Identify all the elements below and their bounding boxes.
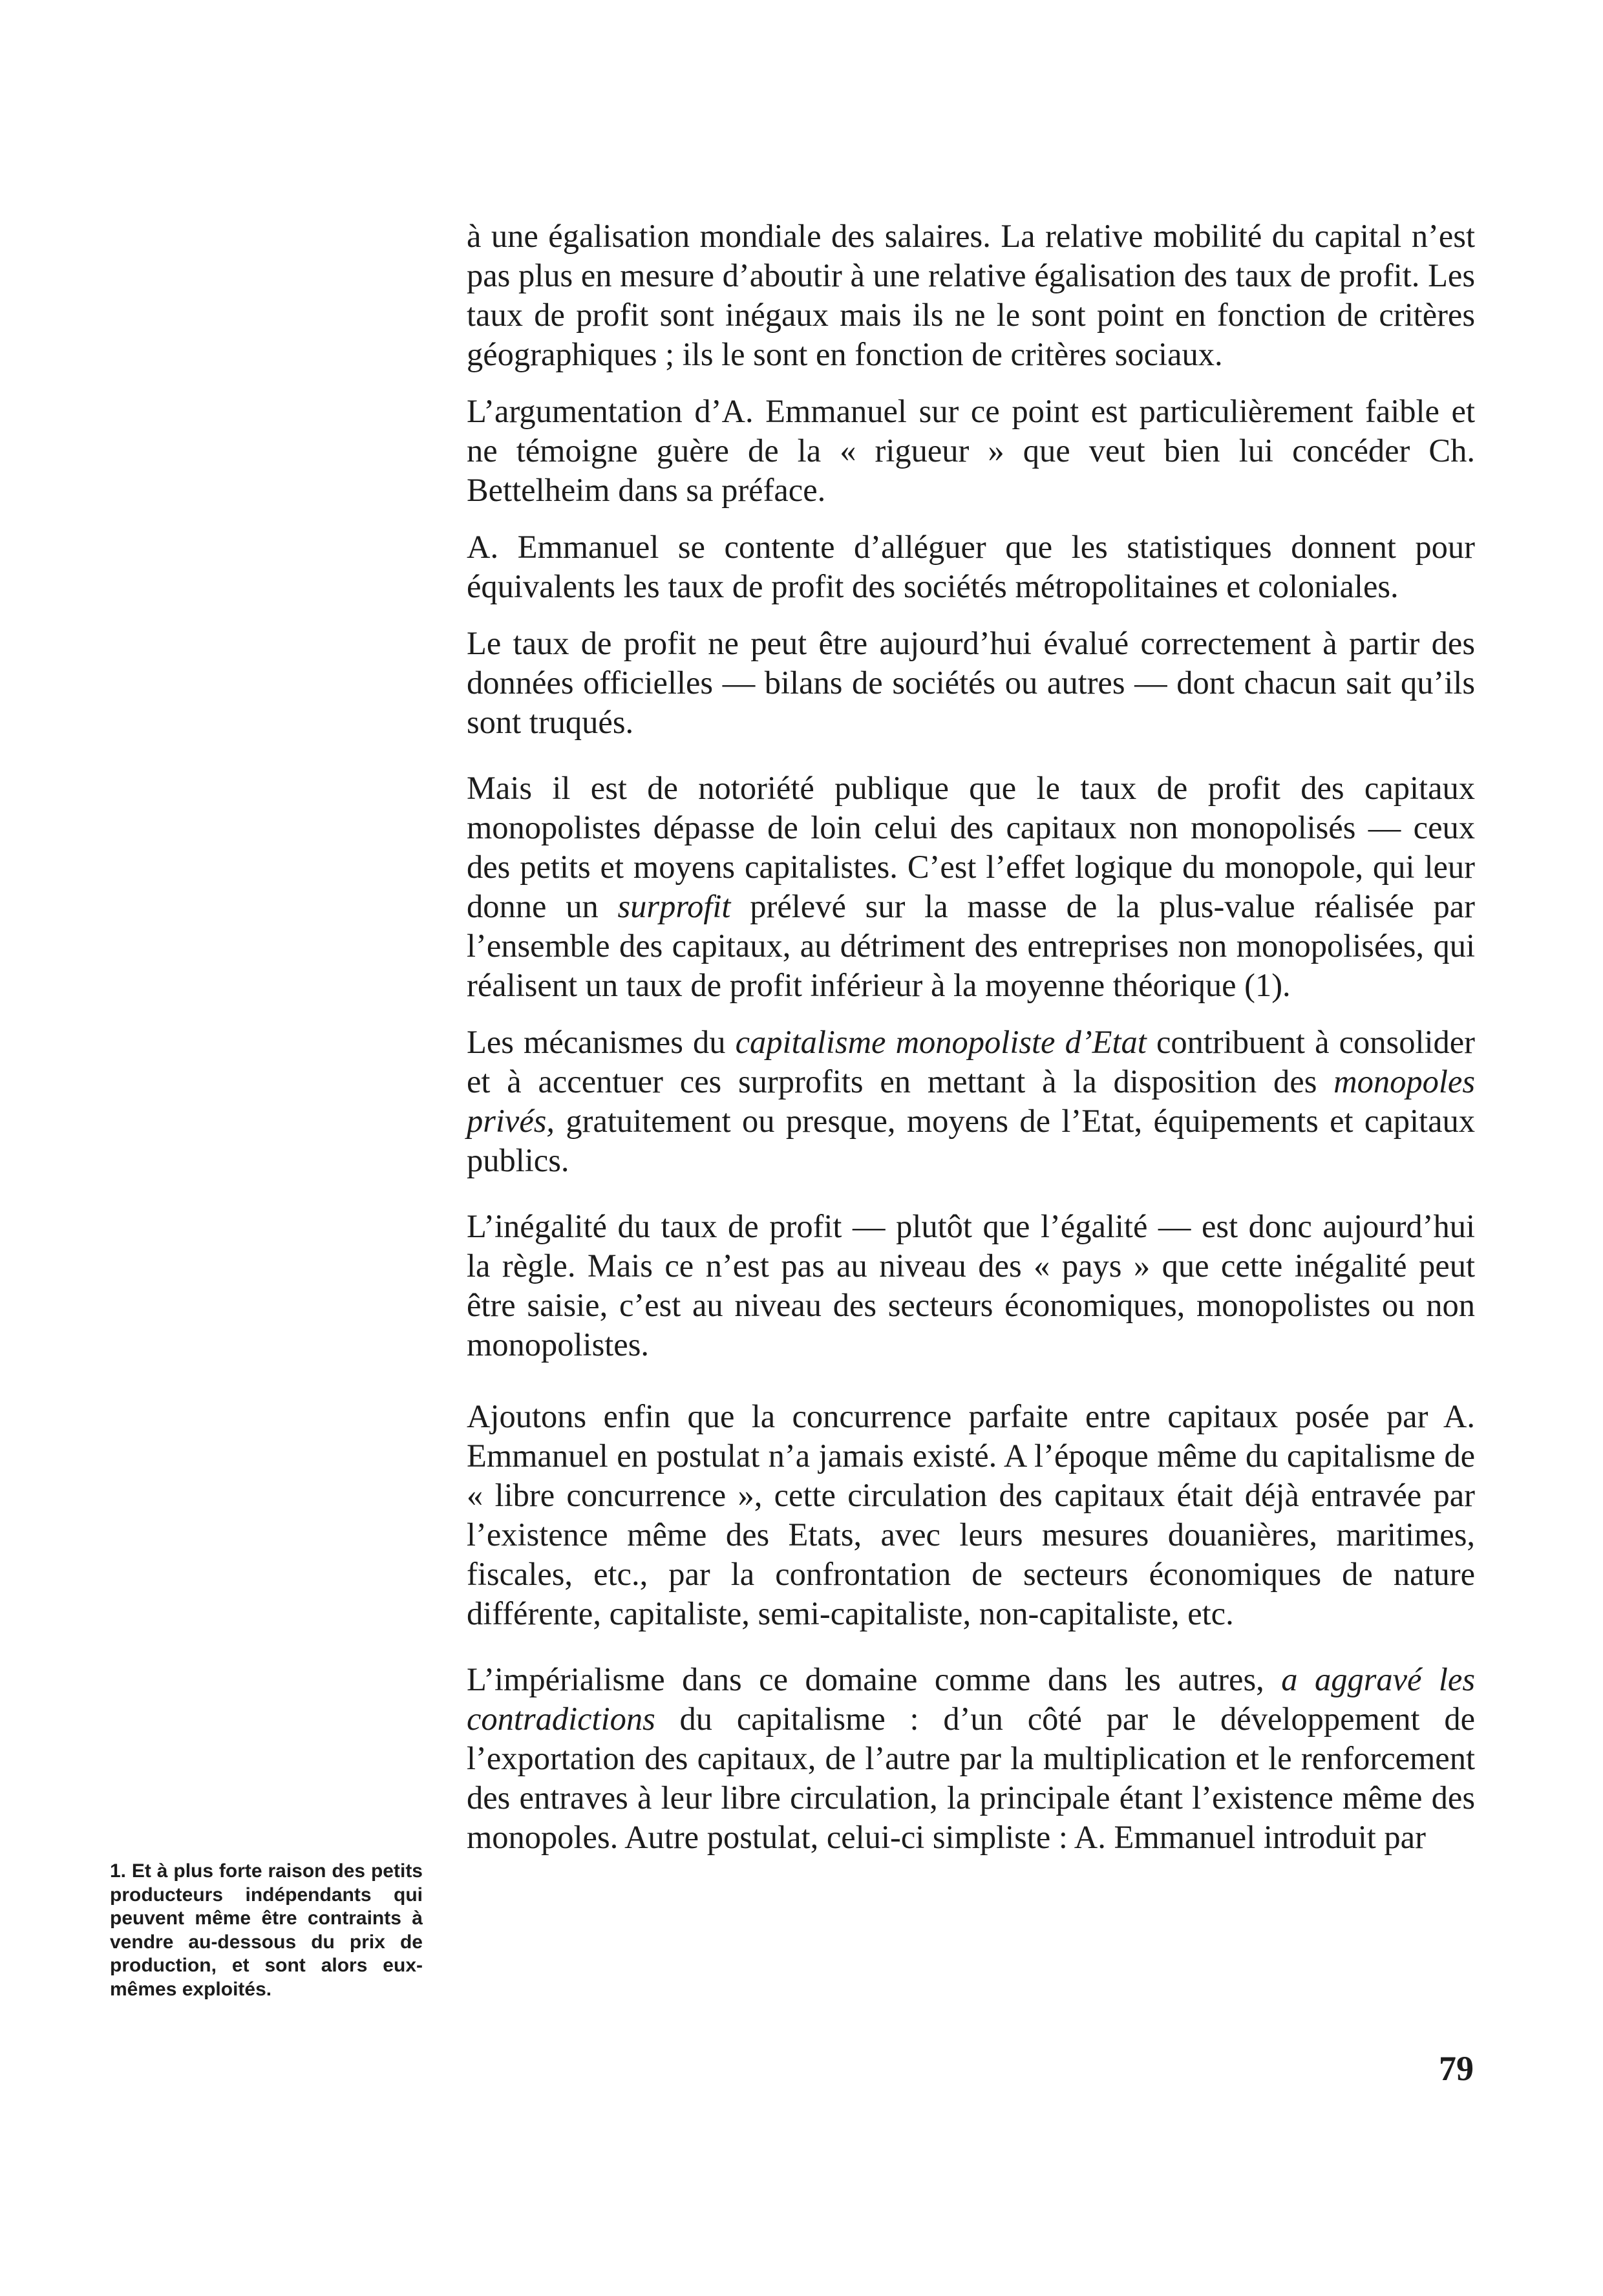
paragraph [467, 1660, 1475, 1857]
paragraph [467, 1207, 1475, 1365]
paragraph-text: L’argumentation d’A. Emmanuel sur ce point est particulièrement faible et ne témoigne guère de la « rigueur » que veut bien lui concéder Ch. Bettelheim dans sa préface. [467, 393, 1475, 508]
main-text-column [467, 217, 1475, 1875]
paragraph [467, 527, 1475, 606]
paragraph-text: Ajoutons enfin que la concurrence parfaite entre capitaux posée par A. Emmanuel en postulat n’a jamais existé. A l’époque même du capitalisme de « libre concurrence », cette circulation des capitaux était déjà entravée par l’existence même des Etats, avec leurs mesures douanières, maritimes, fiscales, etc., par la confrontation de secteurs économiques de nature différente, capitaliste, semi-capitaliste, non-capitaliste, etc. [467, 1398, 1475, 1632]
paragraph [467, 392, 1475, 510]
paragraph [467, 1023, 1475, 1180]
paragraph-text: Les mécanismes du [467, 1024, 736, 1060]
paragraph [467, 217, 1475, 374]
paragraph-text: à une égalisation mondiale des salaires. La relative mobilité du capital n’est pas plus en mesure d’aboutir à une relative égalisation des taux de profit. Les taux de profit sont inégaux mais ils ne le sont point en fonction de critères géographiques ; ils le sont en fonction de critères sociaux. [467, 218, 1475, 372]
paragraph-text: L’inégalité du taux de profit — plutôt que l’égalité — est donc aujourd’hui la règle. Mais ce n’est pas au niveau des « pays » que cette inégalité peut être saisie, c’est au niveau des secteurs économiques, monopolistes ou non monopolistes. [467, 1208, 1475, 1363]
paragraph-text: A. Emmanuel se contente d’alléguer que les statistiques donnent pour équivalents les taux de profit des sociétés métropolitaines et coloniales. [467, 529, 1475, 604]
paragraph [467, 769, 1475, 1005]
paragraph-text: gratuitement ou presque, moyens de l’Etat, équipements et capitaux publics. [467, 1103, 1475, 1178]
italic-text: monopoles privés, [467, 1063, 1475, 1139]
page-number: 79 [1439, 2049, 1474, 2088]
italic-text: surprofit [617, 888, 731, 924]
paragraph [467, 624, 1475, 742]
footnote: 1. Et à plus forte raison des petits producteurs indépendants qui peuvent même être contraints à vendre au-dessous du prix de production, et sont alors eux-mêmes exploités. [110, 1860, 423, 2000]
paragraph-text: du capitalisme : d’un côté par le développement de l’exportation des capitaux, de l’autre par la multiplication et le renforcement des entraves à leur libre circulation, la principale étant l’existence même des monopoles. Autre postulat, celui-ci simpliste : A. Emmanuel introduit par [467, 1701, 1475, 1855]
paragraph-text: contribuent à consolider et à accentuer ces surprofits en mettant à la disposition des [467, 1024, 1475, 1100]
paragraph [467, 1397, 1475, 1633]
paragraph-text: L’impérialisme dans ce domaine comme dans les autres, [467, 1661, 1282, 1697]
italic-text: capitalisme monopoliste d’Etat [735, 1024, 1147, 1060]
paragraph-text: Le taux de profit ne peut être aujourd’hui évalué correctement à partir des données officielles — bilans de sociétés ou autres — dont chacun sait qu’ils sont truqués. [467, 625, 1475, 740]
italic-text: a aggravé les contradictions [467, 1661, 1475, 1737]
paragraph-text: Mais il est de notoriété publique que le taux de profit des capitaux monopolistes dépasse de loin celui des capitaux non monopolisés — ceux des petits et moyens capitalistes. C’est l’effet logique du monopole, qui leur donne un [467, 770, 1475, 924]
paragraph-text: prélevé sur la masse de la plus-value réalisée par l’ensemble des capitaux, au détriment des entreprises non monopolisées, qui réalisent un taux de profit inférieur à la moyenne théorique (1). [467, 888, 1475, 1003]
